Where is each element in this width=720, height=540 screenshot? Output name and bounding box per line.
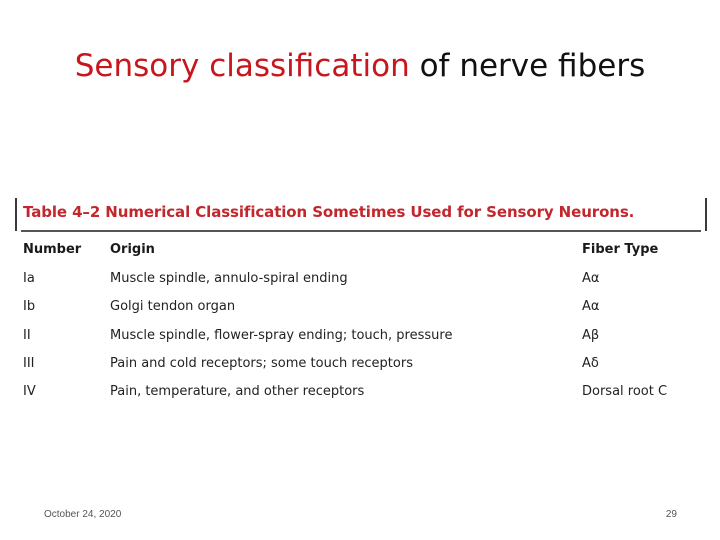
left-border [15, 198, 17, 231]
cell-fiber-type: Aβ [582, 328, 600, 343]
header-fiber-type: Fiber Type [582, 242, 659, 257]
table-row [15, 299, 707, 321]
slide-title [0, 48, 720, 84]
cell-fiber-type: Dorsal root C [582, 384, 668, 399]
cell-fiber-type: Aα [582, 271, 600, 286]
title-rest: of nerve fibers [409, 48, 646, 84]
cell-origin: Pain and cold receptors; some touch receptors [110, 356, 413, 371]
cell-number: II [23, 328, 31, 343]
table-caption: Table 4–2 Numerical Classification Sometimes Used for Sensory Neurons. [23, 203, 635, 221]
cell-origin: Pain, temperature, and other receptors [110, 384, 365, 399]
cell-fiber-type: Aδ [582, 356, 599, 371]
cell-number: III [23, 356, 35, 371]
table-row [15, 271, 707, 293]
cell-number: Ia [23, 271, 35, 286]
cell-number: IV [23, 384, 36, 399]
slide-number: 29 [665, 509, 677, 520]
cell-origin: Muscle spindle, flower-spray ending; touch, pressure [110, 328, 453, 343]
table-header-row [15, 242, 707, 264]
table-row [15, 384, 707, 406]
right-border [705, 198, 707, 231]
cell-number: Ib [23, 299, 36, 314]
classification-table [15, 195, 707, 410]
caption-divider [21, 230, 701, 232]
title-highlight: Sensory classification [74, 48, 410, 84]
footer-date: October 24, 2020 [44, 509, 122, 520]
cell-fiber-type: Aα [582, 299, 600, 314]
cell-origin: Golgi tendon organ [110, 299, 236, 314]
table-row [15, 356, 707, 378]
header-origin: Origin [110, 242, 155, 257]
table-row [15, 328, 707, 350]
header-number: Number [23, 242, 82, 257]
cell-origin: Muscle spindle, annulo-spiral ending [110, 271, 348, 286]
